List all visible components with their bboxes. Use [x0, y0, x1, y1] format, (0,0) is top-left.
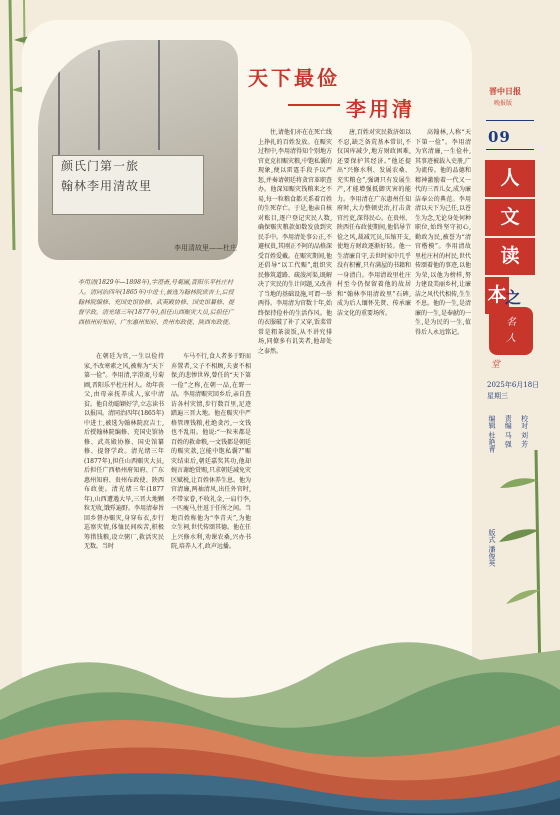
stone-plaque — [52, 155, 204, 215]
article-column-3 — [258, 128, 332, 688]
credit-layout: 版式 潘俊英 — [488, 529, 496, 567]
village-gate-photo — [38, 40, 238, 260]
section-char-4: 本 — [485, 277, 509, 314]
column-text: 在朝廷为官,一生以俭持家,不改寒素之风,被称为“天下第一俭”。李用清,字澄斋,号菊圃,晋阳乐平杜庄村人。幼年丧父,由母亲抚养成人,家中清贫。他自幼聪颖好学,立志读书以报国。清同治四年(1865年)中进士,被选为翰林院庶吉士,后授翰林院编修、充国史馆协修、武英殿协修、国史馆纂修、提督学政。清光绪三年(1877年),担任山西赈灾大员,后担任广西梧州府知府、广东惠州知府、贵州布政使、陕西布政使。清光绪三年(1877年),山西遭遇大旱,三晋大地颗粒无收,饿殍遍野。李用清奉旨回乡督办赈灾,身穿布衣,步行巡察灾情,体恤民间疾苦,积极筹措钱粮,设立粥厂,救活灾民无数。当时 — [84, 353, 164, 550]
credit-chief-editor: 责编 马 强 — [504, 415, 513, 448]
article-column-5 — [415, 128, 471, 688]
column-text: 高翰林,人称“天下第一俭”。李用清为官清廉,一生俭朴,其事迹被载入史册,广为流传。他的品德和精神激励着一代又一代的三晋儿女,成为廉洁奉公的典范。李用清以天下为己任,以苍生为念,无论身处何种职位,始终坚守初心,勤政为民,被誉为“清官楷模”。李用清故里杜庄村的村民,世代传颂着他的事迹,以他为荣,以他为榜样,努力建设美丽乡村,让廉洁之风代代相传,生生不息。他的一生,是清廉的一生,是奉献的一生,是为民的一生,值得后人永远铭记。 — [415, 129, 471, 336]
section-char-1: 人 — [485, 160, 535, 197]
credit-proofreader: 校对 刘 芳 — [520, 415, 529, 448]
sidebar-rule — [486, 120, 534, 121]
bio-intro: 李用清(1829年—1898年),字澄斋,号菊圃,晋阳乐平杜庄村人。清同治四年(1865年)中进士,被选为翰林院庶吉士,后授翰林院编修、充国史馆协修、武英殿协修、国史馆纂修、提督学政。清光绪三年(1877年),担任山西赈灾大员,后担任广西梧州府知府、广东惠州知府、贵州布政使、陕西布政使。 — [78, 279, 235, 326]
column-text: 唐,百姓对灾民救济如以不忍,缺乏备荒基本常识,不仅国库减少,地方财政困难,还要保护其经济。”他还提出“兴修水利、发展农桑、充实粮仓”,强调只有发展生产,才能增强抵御灾害的能力。李用清在广东惠州任知府时,大力整顿吏治,打击贪官污吏,深得民心。在贵州、陕西任布政使期间,他倡导节俭之风,裁减冗员,压缩开支,使地方财政逐渐好转。他一生清廉自守,去世时家中几乎没有积蓄,只有满屋的书籍和一身清白。李用清故里杜庄村至今仍保留着他的故居和“翰林李用清故里”石碑,成为后人缅怀先贤、传承廉洁文化的重要场所。 — [337, 129, 411, 317]
credit-editor: 编辑 杜艳青 — [488, 415, 496, 453]
headline-name: 李用清 — [346, 97, 415, 121]
staff-credits — [486, 415, 536, 643]
column-text: 住,请他们亦在在死亡线上挣扎的百姓发放。在赈灾过程中,李用清得知个别地方官吏克扣赈灾粮,中饱私囊的现象,便以雷霆手段予以严惩,并奏请朝廷将贪官革职查办。他深知赈灾钱粮来之不易,每一粒粮食都关系着百姓的生死存亡。于是,他亲自核对账目,逐户登记灾民人数,确保赈灾粮款如数发放到灾民手中。李用清处事公正,不避权贵,其刚正不阿的品格深受百姓爱戴。在赈灾期间,他还倡导“以工代赈”,组织灾民修筑道路、疏浚河渠,既解决了灾民的生计问题,又改善了当地的基础设施,可谓一举两得。李用清为官数十年,始终保持俭朴的生活作风。他的衣服破了补了又穿,饭菜常常是粗茶淡饭,从不讲究排场,同僚多有讥笑者,他却处之泰然。 — [258, 129, 332, 355]
section-char-3: 读 — [485, 238, 535, 275]
photo-caption: 李用清故里——杜庄 — [174, 244, 237, 252]
badge-char-1: 名 — [506, 317, 516, 328]
section-char-2: 文 — [485, 199, 535, 236]
headline: 天下最俭 — [248, 66, 340, 90]
issue-date: 2025年6月18日 — [487, 381, 540, 389]
badge-char-2: 人 — [506, 333, 516, 344]
tree-trunk — [158, 40, 160, 150]
newspaper-edition: 晚报版 — [494, 100, 513, 107]
column-text: 车马不行,食人者多于野而弃置者,父子不相顾,夫妻不相保,的悲惨世界,曾任的“天下第一俭”之称,在朝一品,在野一品。李用清赈灾回乡后,亲自查访各村灾情,步行数百里,足迹踏遍三晋大地。他在赈灾中严格管理钱粮,杜绝贪污,一文钱也不乱用。他说:“一粒米都是百姓的救命粮,一文钱都是朝廷的赈灾款,岂能中饱私囊?”赈灾结束后,朝廷嘉奖其功,他却婉言谢绝赏赐,只求朝廷减免灾区赋税,让百姓休养生息。他为官清廉,两袖清风,出任外官时,不带家眷,不收礼金,一肩行李,一匹瘦马,往返于任所之间。当地百姓称他为“李青天”,为他立生祠,世代传颂其德。他在任上兴修水利,劝课农桑,兴办书院,培养人才,政声远播。 — [171, 353, 251, 550]
section-connector: 之 — [505, 288, 522, 307]
newspaper-brand: 晋中日报 — [489, 86, 521, 96]
issue-date-block — [487, 380, 539, 402]
badge-char-3: 堂 — [491, 360, 501, 370]
plaque-line-2: 翰林李用清故里 — [61, 179, 153, 193]
tree-trunk — [58, 40, 60, 160]
article-column-4 — [337, 128, 411, 688]
plaque-line-1: 颜氏门第一旅 — [61, 159, 140, 173]
column-badge — [489, 307, 533, 355]
sidebar-rule — [486, 149, 534, 150]
page-number: 09 — [488, 128, 511, 146]
landscape-illustration — [0, 630, 560, 815]
issue-weekday: 星期三 — [487, 392, 508, 400]
tree-trunk — [98, 50, 100, 150]
headline-dash — [288, 104, 340, 106]
